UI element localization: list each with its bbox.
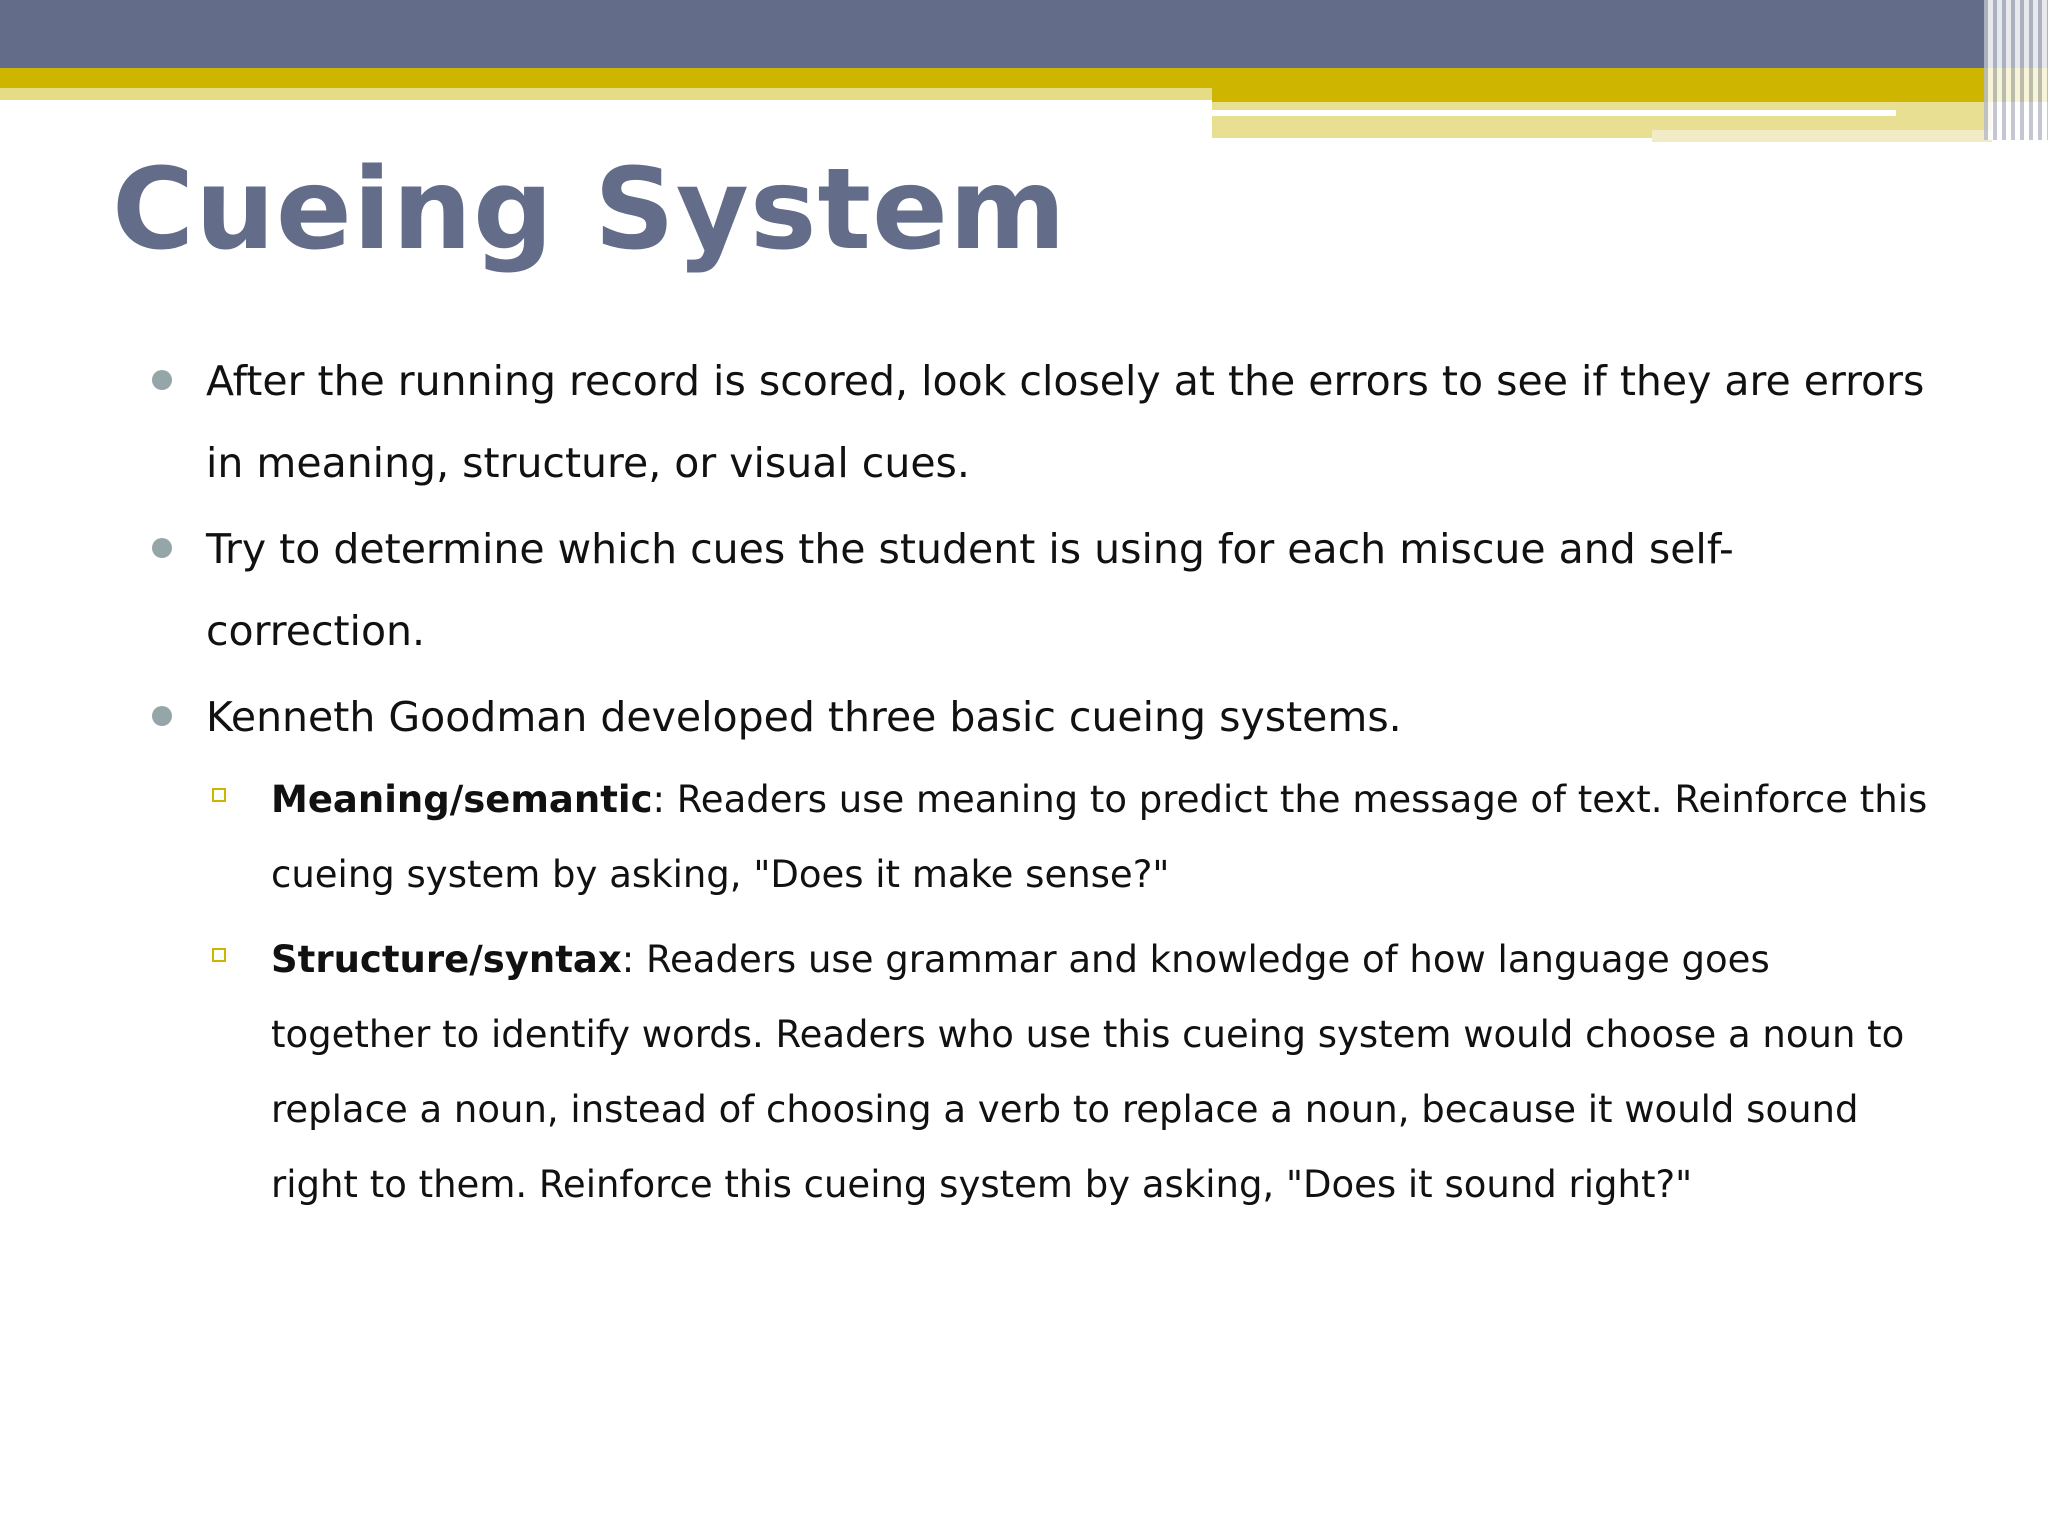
sub-bullet-term: Meaning/semantic [271, 778, 653, 821]
bullet-dot-icon [152, 706, 172, 726]
header-band-gold [0, 68, 2048, 88]
header-band-gold-light [0, 88, 1212, 100]
sub-bullet-text: : Readers use meaning to predict the message of text. Reinforce this cueing system by asking, "Does it make sense?" [271, 778, 1928, 896]
bullet-item [140, 340, 1930, 504]
sub-bullet-item [206, 922, 1930, 1222]
slide-title: Cueing System [112, 145, 1067, 275]
header-band-right-pale-secondary [1652, 130, 1992, 142]
slide-body [140, 340, 1930, 1232]
sub-bullet-item [206, 762, 1930, 912]
header-band-white-line [1212, 110, 1896, 116]
sub-bullet-term: Structure/syntax [271, 938, 622, 981]
header-band-right-gold [1212, 88, 2048, 102]
bullet-text: Kenneth Goodman developed three basic cueing systems. [206, 693, 1402, 741]
sub-bullet-text: : Readers use grammar and knowledge of how language goes together to identify words. Readers who use this cueing system would choose a noun to replace a noun, instead of choosing a verb to replace a noun, because it would sound right to them. Reinforce this cueing system by asking, "Does it sound right?" [271, 938, 1905, 1206]
sub-bullet-square-icon [212, 948, 226, 962]
bullet-item [140, 508, 1930, 672]
header-band-slate [0, 0, 2048, 68]
bullet-text: Try to determine which cues the student is using for each miscue and self-correction. [206, 525, 1734, 655]
sub-bullet-square-icon [212, 788, 226, 802]
bullet-dot-icon [152, 370, 172, 390]
corner-stripes-decoration [1984, 0, 2048, 140]
bullet-text: After the running record is scored, look closely at the errors to see if they are errors in meaning, structure, or visual cues. [206, 357, 1925, 487]
bullet-dot-icon [152, 538, 172, 558]
bullet-item [140, 676, 1930, 758]
